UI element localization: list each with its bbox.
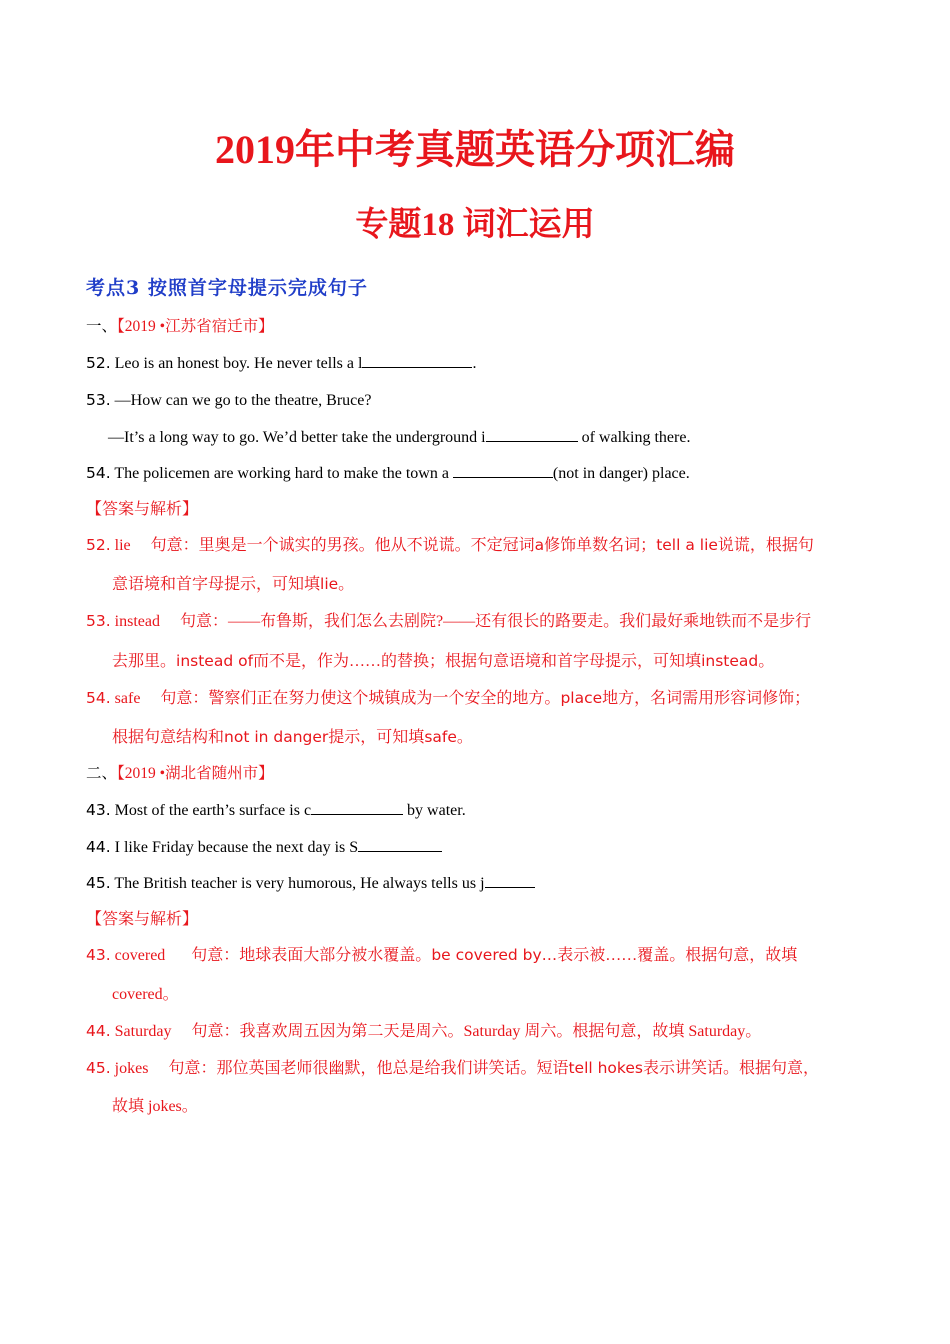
answer-53-cont <box>112 650 774 673</box>
answer-54 <box>86 687 810 710</box>
question-number: 43. <box>86 801 111 819</box>
answer-word: lie <box>114 537 131 554</box>
answer-word: Saturday <box>114 1023 172 1040</box>
question-text: I like Friday because the next day is S <box>114 839 359 856</box>
answer-number: 53. <box>86 612 111 630</box>
explanation-text: 提示，可知填 <box>328 729 425 746</box>
explanation-term: tell hokes <box>568 1059 643 1077</box>
question-text: —It’s a long way to go. We’d better take the underground i <box>108 429 486 446</box>
part2-header <box>86 763 274 785</box>
explanation-text: 表示被……覆盖。根据句意，故填 <box>557 947 798 964</box>
explanation-term: instead <box>701 652 759 670</box>
question-text-end: by water. <box>403 802 466 819</box>
answer-blank[interactable] <box>358 836 442 852</box>
question-text: The policemen are working hard to make the town a <box>114 465 453 482</box>
question-53 <box>86 389 371 412</box>
part1-prefix: 一、 <box>86 318 118 335</box>
explanation-term: safe <box>424 728 457 746</box>
question-number: 45. <box>86 874 111 892</box>
answer-word: jokes <box>114 1060 149 1077</box>
explanation-text: 句意：地球表面大部分被水覆盖。 <box>191 947 432 964</box>
question-45 <box>86 872 535 895</box>
part1-header <box>86 316 274 338</box>
answer-blank[interactable] <box>311 799 403 815</box>
part2-source: 【2019 •湖北省随州市】 <box>117 765 274 782</box>
question-text-end: (not in danger) place. <box>552 465 690 482</box>
answer-header: 【答案与解析】 <box>86 911 199 928</box>
answer-43 <box>86 944 797 967</box>
explanation-text: 。 <box>758 653 775 670</box>
explanation-text: 地方，名词需用形容词修饰； <box>602 690 811 707</box>
question-number: 44. <box>86 838 111 856</box>
explanation-text: 意语境和首字母提示，可知填 <box>112 576 321 593</box>
explanation-term: be covered by… <box>431 946 558 964</box>
part2-prefix: 二、 <box>86 765 118 782</box>
question-52 <box>86 352 476 375</box>
explanation-term: not in danger <box>224 728 329 746</box>
question-54 <box>86 462 690 485</box>
part1-source: 【2019 •江苏省宿迁市】 <box>117 318 274 335</box>
explanation-text: 。 <box>338 576 355 593</box>
question-number: 54. <box>86 464 111 482</box>
explanation-text: 句意：我喜欢周五因为第二天是周六。Saturday 周六。根据句意，故填 Saturday。 <box>191 1023 762 1040</box>
answer-number: 54. <box>86 689 111 707</box>
question-53-reply <box>108 426 690 449</box>
answer-word: safe <box>114 690 141 707</box>
explanation-text: 说谎，根据句 <box>717 537 814 554</box>
question-43 <box>86 799 466 822</box>
answer-43-cont: covered。 <box>112 986 179 1003</box>
explanation-term: tell a lie <box>656 536 718 554</box>
answer-45-cont: 故填 jokes。 <box>112 1098 198 1115</box>
explanation-text: 而不是，作为……的替换；根据句意语境和首字母提示，可知填 <box>253 653 702 670</box>
explanation-text: 句意：那位英国老师很幽默，他总是给我们讲笑话。短语 <box>168 1060 569 1077</box>
page-title: 2019年中考真题英语分项汇编 <box>215 127 735 172</box>
answer-53 <box>86 610 811 633</box>
explanation-term: lie <box>320 575 339 593</box>
answer-45 <box>86 1057 819 1080</box>
answer-blank[interactable] <box>453 462 553 478</box>
answer-52 <box>86 534 814 557</box>
answer-header: 【答案与解析】 <box>86 501 199 518</box>
answer-blank[interactable] <box>362 352 472 368</box>
explanation-text: 根据句意结构和 <box>112 729 225 746</box>
explanation-text: 表示讲笑话。根据句意， <box>642 1060 819 1077</box>
explanation-term: place <box>560 689 603 707</box>
question-text: The British teacher is very humorous, He always tells us j <box>114 875 485 892</box>
answer-blank[interactable] <box>485 872 535 888</box>
answer-word: instead <box>114 613 160 630</box>
answer-54-cont <box>112 726 473 749</box>
answer-blank[interactable] <box>486 426 578 442</box>
question-44 <box>86 836 442 859</box>
question-text: Most of the earth’s surface is c <box>114 802 312 819</box>
answer-number: 43. <box>86 946 111 964</box>
answer-52-cont <box>112 573 354 596</box>
question-text: Leo is an honest boy. He never tells a l <box>114 355 363 372</box>
question-text-end: . <box>472 355 477 372</box>
explanation-term: a <box>534 536 545 554</box>
answer-number: 44. <box>86 1022 111 1040</box>
explanation-text: 句意：里奥是一个诚实的男孩。他从不说谎。不定冠词 <box>150 537 535 554</box>
section-heading: 考点3 按照首字母提示完成句子 <box>86 277 368 299</box>
question-text: —How can we go to the theatre, Bruce? <box>114 392 372 409</box>
answer-number: 45. <box>86 1059 111 1077</box>
page-subtitle: 专题18 词汇运用 <box>355 207 595 243</box>
answer-44 <box>86 1020 761 1043</box>
question-text-end: of walking there. <box>577 429 691 446</box>
question-number: 53. <box>86 391 111 409</box>
explanation-text: 句意：——布鲁斯，我们怎么去剧院?——还有很长的路要走。我们最好乘地铁而不是步行 <box>179 613 812 630</box>
question-number: 52. <box>86 354 111 372</box>
explanation-text: 修饰单数名词； <box>544 537 657 554</box>
answer-number: 52. <box>86 536 111 554</box>
explanation-term: instead of <box>176 652 254 670</box>
explanation-text: 句意：警察们正在努力使这个城镇成为一个安全的地方。 <box>160 690 561 707</box>
answer-word: covered <box>114 947 166 964</box>
explanation-text: 。 <box>456 729 473 746</box>
explanation-text: 去那里。 <box>112 653 177 670</box>
